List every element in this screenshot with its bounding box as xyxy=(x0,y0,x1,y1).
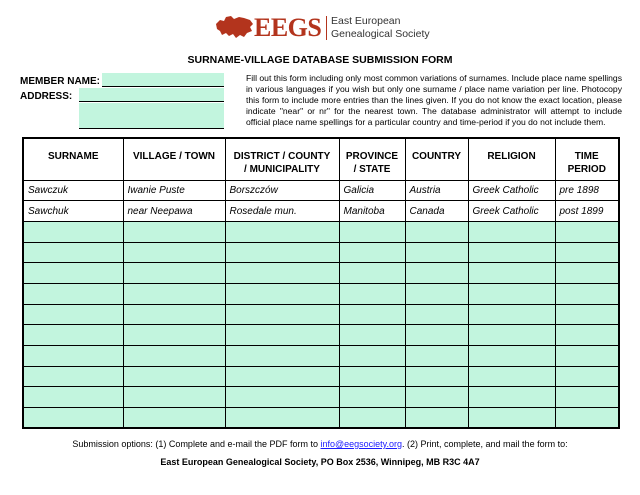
cell-time-period[interactable] xyxy=(555,304,619,325)
table-row-empty xyxy=(23,304,619,325)
cell-surname[interactable] xyxy=(23,366,123,387)
table-row-empty xyxy=(23,346,619,367)
cell-province[interactable] xyxy=(339,346,405,367)
cell-surname[interactable] xyxy=(23,325,123,346)
table-row xyxy=(23,201,619,222)
cell-surname[interactable]: Sawczuk xyxy=(23,180,123,201)
cell-time-period[interactable] xyxy=(555,221,619,242)
cell-surname[interactable] xyxy=(23,221,123,242)
submission-suffix: . (2) Print, complete, and mail the form to: xyxy=(402,439,568,449)
cell-district[interactable] xyxy=(225,325,339,346)
cell-surname[interactable] xyxy=(23,283,123,304)
instructions-text: Fill out this form including only most common variations of surnames. Include place name spellings in various languages if you wish but only one surname / place name variation per line. Photocopy this form to include more entries than the lines given. If you do not know the exact location, please indicate "near" or nr" for the nearest town. The database administrator will attempt to include official place name spellings for a particular country and time-period if you do not include them. xyxy=(246,73,622,127)
cell-surname[interactable] xyxy=(23,387,123,408)
header-province: PROVINCE / STATE xyxy=(339,138,405,180)
cell-village[interactable] xyxy=(123,283,225,304)
cell-country[interactable] xyxy=(405,304,468,325)
cell-village[interactable] xyxy=(123,387,225,408)
cell-province[interactable]: Galicia xyxy=(339,180,405,201)
cell-religion[interactable]: Greek Catholic xyxy=(468,201,555,222)
logo-subtitle-line2: Genealogical Society xyxy=(331,28,430,40)
logo-subtitle xyxy=(331,15,430,41)
table-row-empty xyxy=(23,242,619,263)
logo-wordmark: EEGS xyxy=(254,13,322,42)
cell-religion[interactable] xyxy=(468,387,555,408)
cell-village[interactable] xyxy=(123,366,225,387)
cell-country[interactable]: Austria xyxy=(405,180,468,201)
cell-district[interactable] xyxy=(225,366,339,387)
email-link[interactable]: info@eegsociety.org xyxy=(320,439,403,449)
cell-village[interactable] xyxy=(123,263,225,284)
address-label: ADDRESS: xyxy=(20,91,73,102)
table-row-empty xyxy=(23,221,619,242)
cell-district[interactable] xyxy=(225,408,339,429)
europe-map-icon xyxy=(214,14,254,40)
cell-province[interactable]: Manitoba xyxy=(339,201,405,222)
cell-village[interactable] xyxy=(123,221,225,242)
cell-surname[interactable] xyxy=(23,242,123,263)
cell-district[interactable]: Borszczów xyxy=(225,180,339,201)
header-surname: SURNAME xyxy=(23,138,123,180)
header xyxy=(0,12,640,46)
cell-district[interactable] xyxy=(225,283,339,304)
cell-time-period[interactable]: pre 1898 xyxy=(555,180,619,201)
table-row-empty xyxy=(23,263,619,284)
cell-time-period[interactable] xyxy=(555,263,619,284)
cell-surname[interactable] xyxy=(23,408,123,429)
cell-time-period[interactable]: post 1899 xyxy=(555,201,619,222)
cell-village[interactable]: Iwanie Puste xyxy=(123,180,225,201)
form-title: SURNAME-VILLAGE DATABASE SUBMISSION FORM xyxy=(187,54,453,66)
cell-country[interactable] xyxy=(405,366,468,387)
cell-province[interactable] xyxy=(339,242,405,263)
cell-district[interactable] xyxy=(225,387,339,408)
header-country: COUNTRY xyxy=(405,138,468,180)
cell-district[interactable] xyxy=(225,263,339,284)
cell-district[interactable] xyxy=(225,346,339,367)
cell-time-period[interactable] xyxy=(555,242,619,263)
submission-table xyxy=(22,137,620,429)
cell-time-period[interactable] xyxy=(555,325,619,346)
table-header-row xyxy=(23,138,619,180)
cell-district[interactable]: Rosedale mun. xyxy=(225,201,339,222)
submission-options xyxy=(0,439,640,449)
cell-village[interactable] xyxy=(123,242,225,263)
member-name-label: MEMBER NAME: xyxy=(20,76,100,87)
cell-province[interactable] xyxy=(339,325,405,346)
cell-province[interactable] xyxy=(339,221,405,242)
submission-prefix: Submission options: (1) Complete and e-mail the PDF form to xyxy=(72,439,321,449)
cell-village[interactable]: near Neepawa xyxy=(123,201,225,222)
cell-religion[interactable] xyxy=(468,366,555,387)
cell-religion[interactable] xyxy=(468,325,555,346)
cell-province[interactable] xyxy=(339,408,405,429)
cell-country[interactable] xyxy=(405,221,468,242)
cell-surname[interactable]: Sawchuk xyxy=(23,201,123,222)
cell-province[interactable] xyxy=(339,366,405,387)
cell-country[interactable] xyxy=(405,283,468,304)
table-row-empty xyxy=(23,387,619,408)
cell-district[interactable] xyxy=(225,242,339,263)
cell-country[interactable] xyxy=(405,387,468,408)
table-row-empty xyxy=(23,283,619,304)
cell-religion[interactable] xyxy=(468,346,555,367)
header-time-period: TIME PERIOD xyxy=(555,138,619,180)
logo-subtitle-line1: East European xyxy=(331,15,401,27)
empty-rows xyxy=(23,221,619,428)
cell-surname[interactable] xyxy=(23,263,123,284)
cell-village[interactable] xyxy=(123,408,225,429)
cell-time-period[interactable] xyxy=(555,346,619,367)
cell-country[interactable] xyxy=(405,325,468,346)
cell-time-period[interactable] xyxy=(555,408,619,429)
cell-country[interactable]: Canada xyxy=(405,201,468,222)
cell-province[interactable] xyxy=(339,283,405,304)
cell-surname[interactable] xyxy=(23,346,123,367)
cell-time-period[interactable] xyxy=(555,387,619,408)
cell-country[interactable] xyxy=(405,242,468,263)
mailing-address: East European Genealogical Society, PO Box 2536, Winnipeg, MB R3C 4A7 xyxy=(160,457,480,467)
cell-village[interactable] xyxy=(123,325,225,346)
cell-time-period[interactable] xyxy=(555,366,619,387)
cell-country[interactable] xyxy=(405,346,468,367)
cell-country[interactable] xyxy=(405,408,468,429)
cell-province[interactable] xyxy=(339,263,405,284)
table-row xyxy=(23,180,619,201)
table-row-empty xyxy=(23,408,619,429)
address-field-line-3[interactable] xyxy=(79,115,224,129)
cell-province[interactable] xyxy=(339,304,405,325)
header-village-town: VILLAGE / TOWN xyxy=(123,138,225,180)
header-district: DISTRICT / COUNTY / MUNICIPALITY xyxy=(225,138,339,180)
cell-province[interactable] xyxy=(339,387,405,408)
cell-religion[interactable] xyxy=(468,242,555,263)
cell-religion[interactable]: Greek Catholic xyxy=(468,180,555,201)
cell-religion[interactable] xyxy=(468,221,555,242)
cell-district[interactable] xyxy=(225,304,339,325)
cell-religion[interactable] xyxy=(468,408,555,429)
cell-religion[interactable] xyxy=(468,283,555,304)
table-row-empty xyxy=(23,366,619,387)
table-row-empty xyxy=(23,325,619,346)
cell-village[interactable] xyxy=(123,346,225,367)
member-name-field[interactable] xyxy=(102,73,224,87)
header-religion: RELIGION xyxy=(468,138,555,180)
cell-time-period[interactable] xyxy=(555,283,619,304)
cell-religion[interactable] xyxy=(468,263,555,284)
cell-surname[interactable] xyxy=(23,304,123,325)
cell-district[interactable] xyxy=(225,221,339,242)
cell-village[interactable] xyxy=(123,304,225,325)
logo-divider xyxy=(326,16,327,40)
address-field-line-1[interactable] xyxy=(79,88,224,102)
cell-country[interactable] xyxy=(405,263,468,284)
cell-religion[interactable] xyxy=(468,304,555,325)
